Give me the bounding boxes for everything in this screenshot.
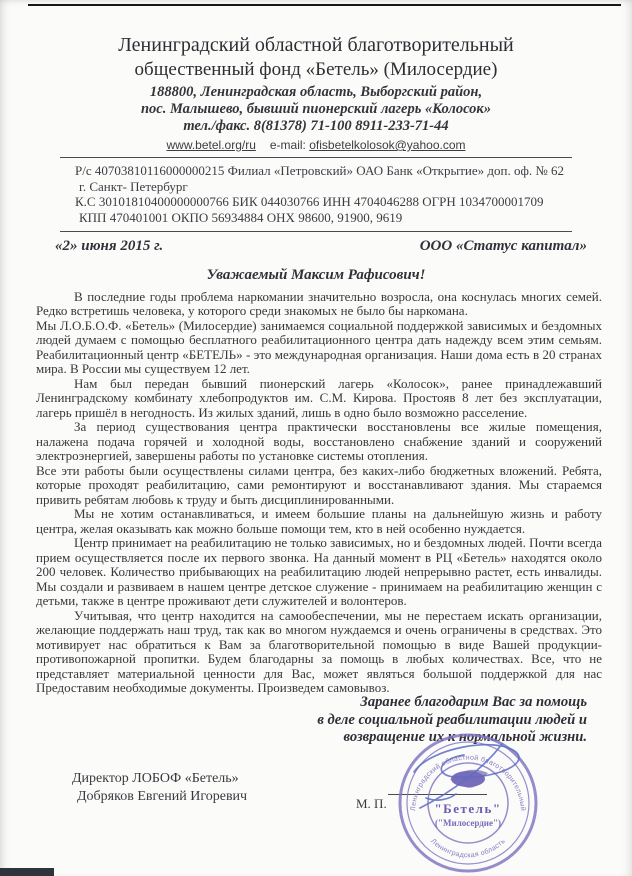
body-paragraph: Центр принимает на реабилитацию не только зависимых, но и бездомных людей. Почти всегда прием осуществляется после их первого звонка. На данный момент в РЦ «Бетель» находятся около 200 человек. Количество прибывающих на реабилитацию людей непрерывно растет, есть инвалиды. Мы создали и развиваем в нашем центре детское служение - принимаем на реабилитацию женщин с детьми, также в центре проживают дети служителей и волонтеров. — [36, 535, 602, 609]
letterhead — [0, 0, 632, 152]
signer-position: Директор ЛОБОФ «Бетель» — [72, 771, 239, 786]
signature-block — [72, 770, 247, 806]
stamp-ring-bottom-text: Ленинградская область — [429, 837, 507, 860]
bank-details-line3: К.С 30101810400000000766 БИК 044030766 ИНН 4704046288 ОГРН 1034700001709 — [75, 194, 544, 210]
email-label: e-mail: — [269, 138, 306, 152]
scan-border-line — [28, 4, 621, 6]
dove-emblem-icon — [450, 770, 488, 788]
closing-line1: Заранее благодарим Вас за помощь — [360, 694, 587, 710]
letter-date: «2» июня 2015 г. — [55, 237, 164, 254]
body-paragraph: Нам был передан бывший пионерский лагерь «Колосок», ранее принадлежавший Ленинградскому комбинату хлебопродуктов им. С.М. Кирова. Простояв 8 лет без эксплуатации, лагерь пришёл в негодность. Из жилых зданий, лишь в одно было возможно расселение. — [36, 375, 602, 420]
stamp-ring-top-text: Ленинградский областной благотворительный — [409, 754, 527, 812]
signer-name: Добряков Евгений Игоревич — [77, 789, 248, 804]
bank-details-line2: г. Санкт- Петербург — [79, 178, 188, 194]
scan-corner-artifact — [0, 868, 54, 876]
fund-web-contacts — [0, 138, 632, 152]
bank-details-line1: Р/с 40703810116000000215 Филиал «Петровский» ОАО Банк «Открытие» доп. оф. № 62 — [75, 163, 565, 179]
bank-details — [0, 158, 632, 225]
fund-address-line2: пос. Малышево, бывший пионерский лагерь «Колосок» — [140, 101, 492, 117]
closing-line2: в деле социальной реабилитации людей и — [317, 711, 587, 728]
stamp-center-name: "Бетель" — [434, 801, 502, 816]
fund-address-line1: 188800, Ленинградская область, Выборгский район, — [149, 84, 483, 100]
body-paragraph: Учитывая, что центр находится на самообеспечении, мы не перестаем искать организации, желающие поддержать наш труд, так как во многом нуждаемся и очень ограничены в средствах. Это мотивирует нас обратиться к Вам за благотворительной помощью в виде Вашей продукции-противопожарной пропитки. Будем благодарны за помощь в любых количествах. Все, что не представляет материальной ценности для Вас, может являться большой поддержкой для нас Предоставим необходимые документы. Произведем самовывоз. — [36, 607, 602, 696]
body-paragraph: В последние годы проблема наркомании значительно возросла, она коснулась многих семей. Редко встретишь человека, у которого среди знакомых не было бы наркомана. — [36, 288, 602, 319]
stamp-center-subname: ("Милосердие") — [435, 818, 501, 828]
fund-stamp — [392, 728, 544, 876]
fund-title-line1: Ленинградский областной благотворительный — [118, 34, 514, 56]
seal-place-label: М. П. — [356, 796, 387, 811]
closing-line3: возвращение их к нормальной жизни. — [343, 729, 587, 745]
letter-body — [0, 284, 632, 696]
fund-phone-line: тел./факс. 8(81378) 71-100 8911-233-71-44 — [183, 118, 449, 134]
letter-meta-row — [0, 232, 632, 255]
body-paragraph: За период существования центра практически восстановлены все жилые помещения, налажена подача горячей и холодной воды, восстановлено снабжение зданий и сооружений электроэнергией, завершены работы по установке системы отопления. — [36, 419, 602, 464]
website-url: www.betel.org/ru — [166, 138, 256, 152]
letter-recipient: ООО «Статус капитал» — [419, 237, 587, 254]
bank-details-line4: КПП 470401001 ОКПО 56934884 ОНХ 98600, 91900, 9619 — [79, 209, 403, 225]
body-paragraph: Мы Л.О.Б.О.Ф. «Бетель» (Милосердие) занимаемся социальной поддержкой зависимых и бездомных людей думаем с помощью бесплатного реабилитационного центра дать надежду всем этим семьям. Реабилитационный центр «БЕТЕЛЬ» - это международная организация. Наши дома есть в 20 странах мира. В России мы существуем 12 лет. — [36, 317, 602, 377]
email-address: ofisbetelkolosok@yahoo.com — [309, 138, 466, 152]
body-paragraph: Мы не хотим останавливаться, и имеем большие планы на дальнейшую жизнь и работу центра, желая оказывать как можно больше помощи тем, кто в ней особенно нуждается. — [36, 506, 602, 536]
fund-title-line2: общественный фонд «Бетель» (Милосердие) — [134, 58, 498, 80]
body-paragraph: Все эти работы были осуществлены силами центра, без каких-либо бюджетных вложений. Ребята, которые проходят реабилитацию, сами ремонтируют и восстанавливают здания. Мы стараемся привить ребятам любовь к труду и быть дисциплинированными. — [36, 462, 602, 507]
salutation: Уважаемый Максим Рафисович! — [206, 266, 426, 283]
